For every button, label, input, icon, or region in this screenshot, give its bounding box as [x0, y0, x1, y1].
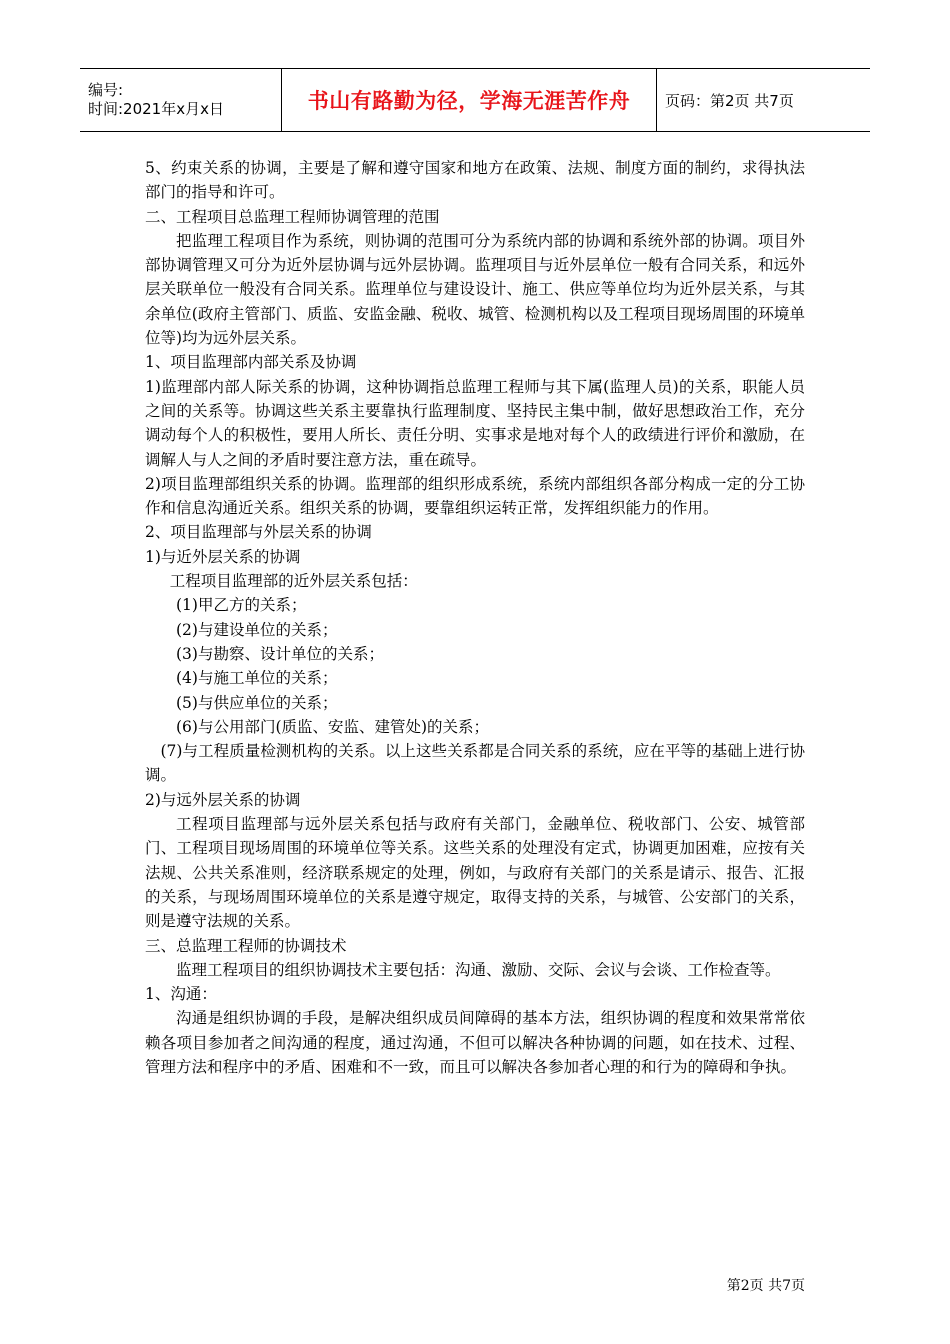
header-left-cell: [80, 69, 282, 131]
document-number-label: 编号:: [88, 81, 124, 99]
paragraph: 5、约束关系的协调，主要是了解和遵守国家和地方在政策、法规、制度方面的制约，求得执法部门的指导和许可。: [145, 159, 805, 202]
document-body: [145, 156, 805, 1079]
list-item: (2)与建设单位的关系；: [176, 620, 338, 639]
list-heading: 2)与远外层关系的协调: [145, 790, 301, 809]
subsection-heading: 1、沟通：: [145, 985, 217, 1004]
section-heading: 三、总监理工程师的协调技术: [145, 936, 347, 955]
page-header: [80, 68, 870, 132]
section-heading: 二、工程项目总监理工程师协调管理的范围: [145, 207, 440, 226]
page-footer: [727, 1275, 805, 1295]
document-date-label: 时间:2021年x月x日: [88, 100, 224, 118]
paragraph: 工程项目监理部的近外层关系包括：: [169, 572, 418, 591]
footer-page-number: 第2页 共7页: [726, 1278, 805, 1294]
header-motto: 书山有路勤为径，学海无涯苦作舟: [307, 89, 631, 113]
list-item: (7)与工程质量检测机构的关系。以上这些关系都是合同关系的系统，应在平等的基础上进行协调。: [145, 742, 805, 785]
paragraph: 1)监理部内部人际关系的协调，这种协调指总监理工程师与其下属(监理人员)的关系，职能人员之间的关系等。协调这些关系主要靠执行监理制度、坚持民主集中制，做好思想政治工作，充分调动每个人的积极性，要用人所长、责任分明、实事求是地对每个人的政绩进行评价和激励，在调解人与人之间的矛盾时要注意方法，重在疏导。: [145, 377, 805, 469]
list-item: (5)与供应单位的关系；: [176, 693, 338, 712]
list-item: (6)与公用部门(质监、安监、建管处)的关系；: [176, 717, 490, 736]
header-middle-cell: [282, 69, 657, 131]
paragraph: 监理工程项目的组织协调技术主要包括：沟通、激励、交际、会议与会谈、工作检查等。: [176, 960, 781, 979]
subsection-heading: 2、项目监理部与外层关系的协调: [145, 523, 372, 542]
list-heading: 1)与近外层关系的协调: [145, 547, 301, 566]
paragraph: 工程项目监理部与远外层关系包括与政府有关部门，金融单位、税收部门、公安、城管部门、工程项目现场周围的环境单位等关系。这些关系的处理没有定式，协调更加困难，应按有关法规、公共关系准则，经济联系规定的处理，例如，与政府有关部门的关系是请示、报告、汇报的关系，与现场周围环境单位的关系是遵守规定，取得支持的关系，与城管、公安部门的关系，则是遵守法规的关系。: [145, 815, 805, 931]
paragraph: 沟通是组织协调的手段，是解决组织成员间障碍的基本方法，组织协调的程度和效果常常依赖各项目参加者之间沟通的程度，通过沟通，不但可以解决各种协调的问题，如在技术、过程、管理方法和程序中的矛盾、困难和不一致，而且可以解决各参加者心理的和行为的障碍和争执。: [145, 1009, 805, 1076]
header-right-cell: [657, 69, 870, 131]
header-page-number: 页码：第2页 共7页: [665, 91, 794, 110]
list-item: (1)甲乙方的关系；: [176, 596, 307, 615]
paragraph: 2)项目监理部组织关系的协调。监理部的组织形成系统，系统内部组织各部分构成一定的分工协作和信息沟通近关系。组织关系的协调，要靠组织运转正常，发挥组织能力的作用。: [145, 474, 805, 518]
list-item: (4)与施工单位的关系；: [176, 669, 338, 688]
paragraph: 把监理工程项目作为系统，则协调的范围可分为系统内部的协调和系统外部的协调。项目外部协调管理又可分为近外层协调与远外层协调。监理项目与近外层单位一般有合同关系，和远外层关联单位一般没有合同关系。监理单位与建设设计、施工、供应等单位均为近外层关系，与其余单位(政府主管部门、质监、安监金融、税收、城管、检测机构以及工程项目现场周围的环境单位等)均为远外层关系。: [145, 231, 805, 348]
subsection-heading: 1、项目监理部内部关系及协调: [145, 353, 357, 372]
list-item: (3)与勘察、设计单位的关系；: [176, 644, 384, 663]
